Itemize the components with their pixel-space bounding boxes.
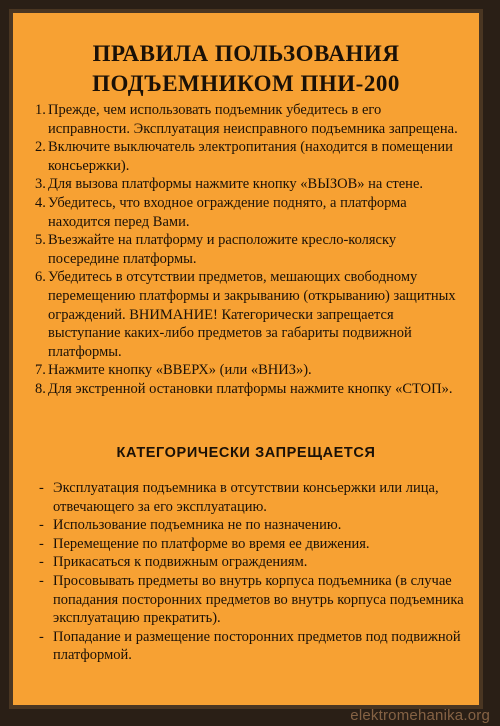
forbidden-item: - Эксплуатация подъемника в отсутствии консьержки или лица, отвечающего за его эксплуатацию. <box>39 479 465 516</box>
rule-text: Для вызова платформы нажмите кнопку «ВЫЗОВ» на стене. <box>48 176 424 193</box>
rule-item: 2. Включите выключатель электропитания (находится в помещении консьержки). <box>35 138 465 175</box>
forbidden-list <box>39 479 465 665</box>
forbidden-item: - Перемещение по платформе во время ее движения. <box>39 535 465 554</box>
rule-text: Включите выключатель электропитания (находится в помещении консьержки). <box>48 139 453 174</box>
rule-text: Для экстренной остановки платформы нажмите кнопку «СТОП». <box>48 380 453 397</box>
sign-title <box>13 39 479 99</box>
forbidden-item: - Попадание и размещение посторонних предметов под подвижной платформой. <box>39 628 465 665</box>
instruction-sign <box>9 9 483 709</box>
rule-item: 4. Убедитесь, что входное ограждение поднято, а платформа находится перед Вами. <box>35 194 465 231</box>
forbidden-text: Перемещение по платформе во время ее движения. <box>53 535 370 552</box>
forbidden-item: - Использование подъемника не по назначению. <box>39 516 465 535</box>
rule-item: 6. Убедитесь в отсутствии предметов, мешающих свободному перемещению платформы и закрыванию (открыванию) защитных ограждений. ВНИМАНИЕ! Категорически запрещается выступание каких-либо предметов за габариты подвижной платформы. <box>35 268 465 361</box>
title-line-1: ПРАВИЛА ПОЛЬЗОВАНИЯ <box>92 41 400 66</box>
rules-list <box>35 101 465 399</box>
forbidden-text: Попадание и размещение посторонних предметов под подвижной платформой. <box>53 628 461 664</box>
rule-item: 8. Для экстренной остановки платформы нажмите кнопку «СТОП». <box>35 380 465 399</box>
forbidden-item: - Просовывать предметы во внутрь корпуса подъемника (в случае попадания посторонних предметов во внутрь корпуса подъемника эксплуатацию прекратить). <box>39 572 464 627</box>
rule-item: 1. Прежде, чем использовать подъемник убедитесь в его исправности. Эксплуатация неисправного подъемника запрещена. <box>35 101 465 138</box>
rule-item: 5. Въезжайте на платформу и расположите кресло-коляску посередине платформы. <box>35 231 465 268</box>
rule-text: Убедитесь в отсутствии предметов, мешающих свободному перемещению платформы и закрыванию (открыванию) защитных ограждений. ВНИМАНИЕ! Категорически запрещается выступание каких-либо предметов за габариты подвижной платформы. <box>48 269 456 360</box>
rule-text: Прежде, чем использовать подъемник убедитесь в его исправности. Эксплуатация неисправного подъемника запрещена. <box>48 102 458 137</box>
forbidden-text: Использование подъемника не по назначению. <box>53 517 342 534</box>
rule-text: Въезжайте на платформу и расположите кресло-коляску посередине платформы. <box>48 232 397 267</box>
rule-text: Нажмите кнопку «ВВЕРХ» (или «ВНИЗ»). <box>48 362 312 379</box>
rule-item: 7. Нажмите кнопку «ВВЕРХ» (или «ВНИЗ»). <box>35 361 465 380</box>
forbidden-text: Просовывать предметы во внутрь корпуса подъемника (в случае попадания посторонних предметов во внутрь корпуса подъемника эксплуатацию прекратить). <box>53 572 464 627</box>
forbidden-heading: КАТЕГОРИЧЕСКИ ЗАПРЕЩАЕТСЯ <box>116 445 376 461</box>
forbidden-text: Прикасаться к подвижным ограждениям. <box>53 554 308 571</box>
watermark: elektromehanika.org <box>350 707 490 724</box>
forbidden-text: Эксплуатация подъемника в отсутствии консьержки или лица, отвечающего за его эксплуатацию. <box>53 480 439 515</box>
rule-text: Убедитесь, что входное ограждение поднято, а платформа находится перед Вами. <box>48 194 407 230</box>
forbidden-item: - Прикасаться к подвижным ограждениям. <box>39 553 465 572</box>
rule-item: 3. Для вызова платформы нажмите кнопку «ВЫЗОВ» на стене. <box>35 175 465 194</box>
title-line-2: ПОДЪЕМНИКОМ ПНИ-200 <box>92 71 400 96</box>
